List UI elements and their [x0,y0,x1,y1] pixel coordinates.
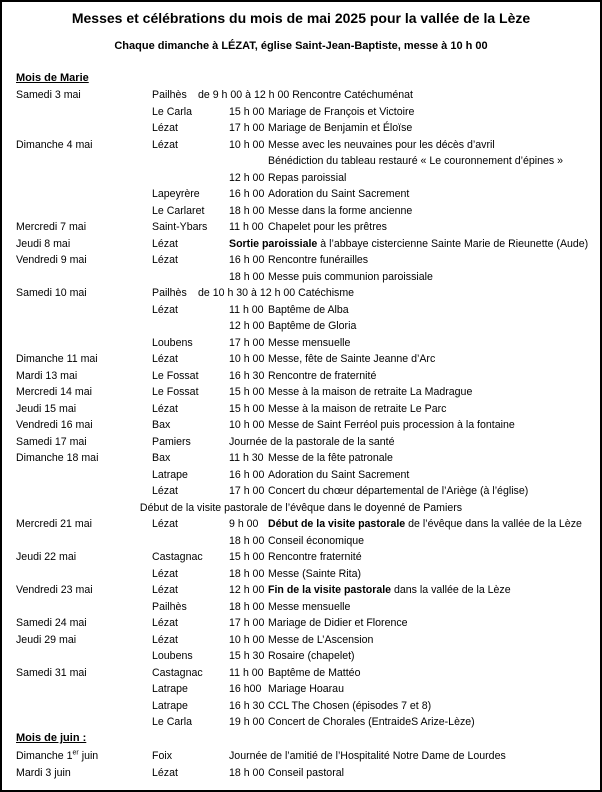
schedule-row [2,681,600,698]
row-place: Lézat [152,617,178,629]
row-event: Chapelet pour les prêtres [268,221,387,233]
row-date-main: Dimanche 11 mai [16,353,98,365]
row-date-sup: er [72,749,79,757]
row-event-tail: dans la vallée de la Lèze [391,584,511,596]
row-date [16,137,93,154]
schedule-row [2,318,600,335]
row-date [16,285,87,302]
row-place: Pailhès [152,287,187,299]
row-place: Lézat [152,402,178,415]
row-event: Mariage de Didier et Florence [268,617,408,629]
row-date [16,748,98,765]
row-date-main: Mercredi 7 mai [16,221,87,233]
schedule-row [2,302,600,319]
page-subtitle: Chaque dimanche à LÉZAT, église Saint-Jean-Baptiste, messe à 10 h 00 [114,40,488,52]
row-place: Le Carla [152,716,193,728]
row-event-highlight: Sortie paroissiale [229,237,318,250]
row-place: Latrape [152,699,188,712]
row-time: 17 h 00 [229,485,265,497]
row-date [16,219,86,236]
schedule-row [2,87,600,104]
row-time: 11 h 00 [229,303,264,316]
row-place: Lézat [152,122,178,134]
schedule-row [2,632,600,649]
row-date-main: Vendredi 9 mai [16,254,87,266]
row-place: Pamiers [152,435,191,448]
schedule-row [2,549,600,566]
row-time: 18 h 00 [229,270,265,283]
row-place: Saint-Ybars [152,221,208,233]
schedule-row [2,417,600,434]
row-event: Messe à la maison de retraite Le Parc [268,402,447,415]
schedule-row [2,219,600,236]
row-event: Messe mensuelle [268,600,351,613]
row-date-main: Samedi 31 mai [16,666,87,679]
row-time: 12 h 00 [229,320,265,332]
row-time: Journée de la pastorale de la santé [229,435,395,448]
schedule-row [2,203,600,220]
schedule-row [2,236,600,253]
row-place: Lézat [152,766,178,779]
row-place: Loubens [152,336,193,349]
row-event: Rosaire (chapelet) [268,650,355,662]
schedule-row [2,566,600,583]
row-time: 12 h 00 [229,584,265,596]
row-event: de 10 h 30 à 12 h 00 Catéchisme [198,287,355,299]
row-date-main: Vendredi 16 mai [16,419,93,431]
schedule-row [2,582,600,599]
row-time: 18 h 00 [229,567,265,580]
row-place: Bax [152,419,171,431]
row-date [16,87,81,104]
row-place: Le Fossat [152,369,199,382]
row-time: 18 h 00 [229,766,265,779]
row-event: Rencontre fraternité [268,551,362,563]
row-event: Bénédiction du tableau restauré « Le couronnement d’épines » [268,155,564,167]
row-event [268,582,511,599]
row-date-main: Dimanche 4 mai [16,138,93,151]
row-event: Concert du chœur départemental de l’Ariège (à l’église) [268,485,529,497]
row-time: 18 h 00 [229,600,265,613]
row-event: Baptême de Gloria [268,320,357,332]
section-heading-may: Mois de Marie [16,72,89,84]
row-place: Lézat [152,254,178,266]
row-date-main: Jeudi 29 mai [16,633,77,646]
row-place: Lapeyrère [152,188,200,200]
schedule-row [2,351,600,368]
row-event-tail: de l’évêque dans la vallée de la Lèze [405,518,582,530]
row-event: Messe avec les neuvaines pour les décès d’avril [268,138,495,151]
schedule-row [2,765,600,782]
schedule-row [2,748,600,765]
row-time: 15 h 00 [229,402,265,415]
schedule-row [2,186,600,203]
schedule-row [2,648,600,665]
schedule-row [2,599,600,616]
row-date [16,582,93,599]
row-place: Castagnac [152,551,203,563]
section-heading-june: Mois de juin : [16,732,87,744]
row-time: 16 h 30 [229,369,265,382]
row-time: 10 h 00 [229,138,265,151]
schedule-row [2,483,600,500]
row-event: Messe dans la forme ancienne [268,204,413,217]
schedule-row [2,252,600,269]
row-date [16,450,98,467]
row-time: 15 h 00 [229,386,265,398]
row-event: Conseil pastoral [268,766,344,779]
row-event-tail: à l’abbaye cistercienne Sainte Marie de Rieunette (Aude) [317,237,589,250]
row-time: 15 h 30 [229,650,265,662]
row-place: Latrape [152,683,188,695]
schedule-row [2,269,600,286]
schedule-note: Début de la visite pastorale de l’évêque dans le doyenné de Pamiers [139,501,463,514]
row-date-main: Samedi 3 mai [16,89,81,101]
schedule-row [2,665,600,682]
row-event: Messe de L’Ascension [268,633,374,646]
row-date [16,615,87,632]
row-date-main: Dimanche 18 mai [16,452,99,464]
row-time: 11 h 00 [229,666,264,679]
row-time: 17 h 00 [229,122,265,134]
row-date-main: Samedi 17 mai [16,435,87,448]
row-time: 12 h 00 [229,171,265,184]
row-date [16,516,92,533]
row-event [268,516,582,533]
schedule-row [2,401,600,418]
row-place: Loubens [152,650,193,662]
row-place: Pailhès [152,89,187,101]
row-time: 16 h 00 [229,468,265,481]
row-time: 9 h 00 [229,518,259,530]
row-date-main: Jeudi 8 mai [16,237,71,250]
row-event: Mariage de Benjamin et Éloïse [268,122,413,134]
row-event: Messe (Sainte Rita) [268,567,362,580]
row-place: Lézat [152,633,178,646]
row-time: 19 h 00 [229,716,265,728]
row-date-main: Samedi 10 mai [16,287,87,299]
row-event [229,236,588,253]
row-time: 16 h00 [229,683,262,695]
row-time: 18 h 00 [229,534,265,547]
schedule-row [2,120,600,137]
row-time: 16 h 00 [229,188,265,200]
row-date-main: Samedi 24 mai [16,617,87,629]
row-date-main: Vendredi 23 mai [16,584,93,596]
schedule-row [2,368,600,385]
row-event: Baptême de Alba [268,303,349,316]
row-date-main: Mardi 13 mai [16,369,78,382]
schedule-row [2,384,600,401]
row-time: 10 h 00 [229,419,265,431]
schedule-row [2,450,600,467]
row-event: Rencontre de fraternité [268,369,377,382]
row-date [16,252,87,269]
row-place: Le Carlaret [152,204,205,217]
row-event-highlight: Début de la visite pastorale [268,518,406,530]
row-place: Lézat [152,567,178,580]
row-event: Adoration du Saint Sacrement [268,188,410,200]
row-date [16,549,76,566]
row-event: Mariage de François et Victoire [268,105,415,118]
row-event: Messe à la maison de retraite La Madrague [268,386,473,398]
row-date [16,417,93,434]
row-event: Messe de la fête patronale [268,452,393,464]
row-date [16,401,76,418]
row-time: 10 h 00 [229,633,265,646]
row-event: CCL The Chosen (épisodes 7 et 8) [268,699,432,712]
schedule-row [2,615,600,632]
row-time: 16 h 30 [229,699,265,712]
schedule-row [2,698,600,715]
page-title: Messes et célébrations du mois de mai 2025 pour la vallée de la Lèze [71,10,531,26]
row-event: Adoration du Saint Sacrement [268,468,410,481]
schedule-row [2,714,600,731]
row-date-main: Mercredi 14 mai [16,386,92,398]
row-time: 10 h 00 [229,353,265,365]
row-event: Messe mensuelle [268,336,351,349]
row-date [16,765,71,782]
row-place: Bax [152,452,171,464]
row-date [16,632,76,649]
row-time: 15 h 00 [229,105,265,118]
schedule-row [2,533,600,550]
row-date-main: Mercredi 21 mai [16,518,92,530]
row-date-main: Dimanche 1 [16,750,73,762]
row-date-main: Mardi 3 juin [16,766,71,779]
row-event: Baptême de Mattéo [268,666,361,679]
row-place: Castagnac [152,666,203,679]
row-event: Concert de Chorales (EntraideS Arize-Lèze) [268,716,475,728]
row-time: 16 h 00 [229,254,265,266]
row-place: Pailhès [152,600,187,613]
row-date [16,368,77,385]
row-event: Repas paroissial [268,171,347,184]
row-date [16,236,70,253]
schedule-row [2,500,600,517]
row-time: Journée de l’amitié de l’Hospitalité Notre Dame de Lourdes [229,750,506,762]
row-time: 11 h 00 [229,221,264,233]
row-event: Conseil économique [268,534,364,547]
row-event: de 9 h 00 à 12 h 00 Rencontre Catéchuménat [198,89,413,101]
row-place: Le Fossat [152,386,199,398]
row-time: 18 h 00 [229,204,265,217]
row-place: Lézat [152,485,178,497]
row-time: 17 h 00 [229,617,265,629]
row-date [16,665,87,682]
row-time: 11 h 30 [229,452,264,464]
row-date-main: Jeudi 22 mai [16,551,77,563]
schedule-row [2,335,600,352]
schedule-row [2,516,600,533]
row-date [16,351,98,368]
row-date [16,384,92,401]
row-place: Lézat [152,138,178,151]
row-event: Mariage Hoarau [268,683,344,695]
row-event: Messe de Saint Ferréol puis procession à la fontaine [268,419,515,431]
row-place: Lézat [152,518,178,530]
row-place: Le Carla [152,105,193,118]
row-place: Lézat [152,584,178,596]
row-place: Lézat [152,353,178,365]
row-place: Lézat [152,237,178,250]
row-time: 15 h 00 [229,551,265,563]
row-place: Latrape [152,468,188,481]
schedule-row [2,137,600,154]
row-event-highlight: Fin de la visite pastorale [268,584,392,596]
row-time: 17 h 00 [229,336,265,349]
row-place: Foix [152,750,173,762]
schedule-row [2,104,600,121]
row-date [16,434,87,451]
row-place: Lézat [152,303,178,316]
schedule-row [2,170,600,187]
schedule-row [2,153,600,170]
row-event: Rencontre funérailles [268,254,369,266]
row-date-tail: juin [78,750,99,762]
schedule-row [2,285,600,302]
schedule-row [2,434,600,451]
row-date-main: Jeudi 15 mai [16,402,77,415]
schedule-row [2,467,600,484]
row-event: Messe puis communion paroissiale [268,270,433,283]
row-event: Messe, fête de Sainte Jeanne d’Arc [268,353,436,365]
